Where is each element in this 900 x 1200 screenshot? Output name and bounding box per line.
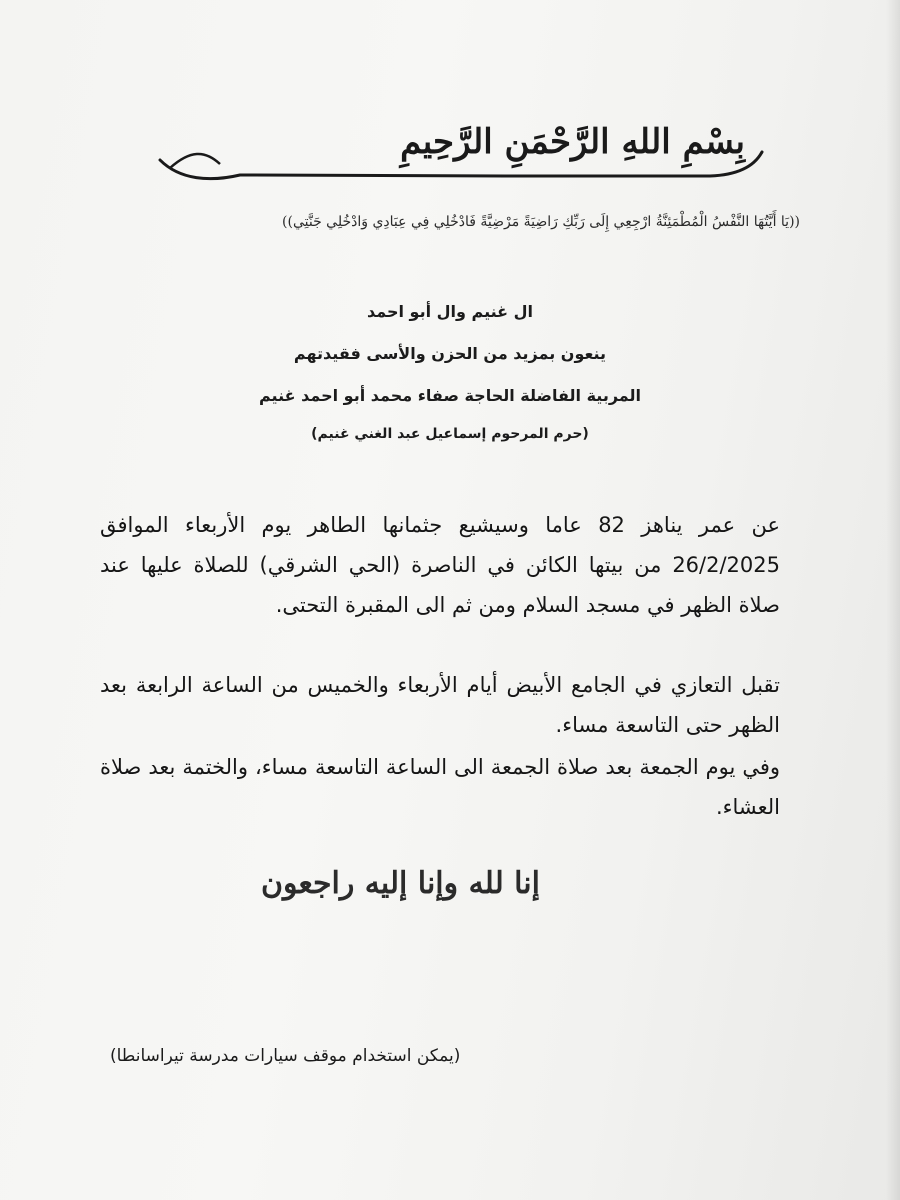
family-names: ال غنيم وال أبو احمد [366, 302, 533, 321]
friday-paragraph: وفي يوم الجمعة بعد صلاة الجمعة الى الساعة التاسعة مساء، والختمة بعد صلاة العشاء. [100, 755, 780, 819]
husband-note: (حرم المرحوم إسماعيل عبد الغني غنيم) [311, 426, 589, 442]
deceased-name: المربية الفاضلة الحاجة صفاء محمد أبو احمد غنيم [259, 386, 641, 405]
mourning-line: ينعون بمزيد من الحزن والأسى فقيدتهم [293, 344, 607, 363]
closing-calligraphy: إنا لله وإنا إليه راجعون [260, 866, 540, 901]
paper-edge-shadow [886, 0, 900, 1200]
parking-note: (يمكن استخدام موقف سيارات مدرسة تيراسانطا) [110, 1046, 461, 1066]
basmala-text: بِسْمِ اللهِ الرَّحْمَنِ الرَّحِيمِ [400, 122, 745, 162]
quran-verse: ((يَا أَيَّتُهَا النَّفْسُ الْمُطْمَئِنَّةُ ارْجِعِي إِلَى رَبِّكِ رَاضِيَةً مَرْضِيَّةً فَادْخُلِي فِي عِبَادِي وَادْخُلِي جَنَّتِي)) [282, 214, 800, 230]
funeral-details-paragraph: عن عمر يناهز 82 عاما وسيشيع جثمانها الطاهر يوم الأربعاء الموافق 26/2/2025 من بيتها الكائن في الناصرة (الحي الشرقي) للصلاة عليها عند صلاة الظهر في مسجد السلام ومن ثم الى المقبرة التحتى. [100, 513, 780, 617]
condolences-paragraph: تقبل التعازي في الجامع الأبيض أيام الأربعاء والخميس من الساعة الرابعة بعد الظهر حتى التاسعة مساء. [100, 673, 780, 737]
